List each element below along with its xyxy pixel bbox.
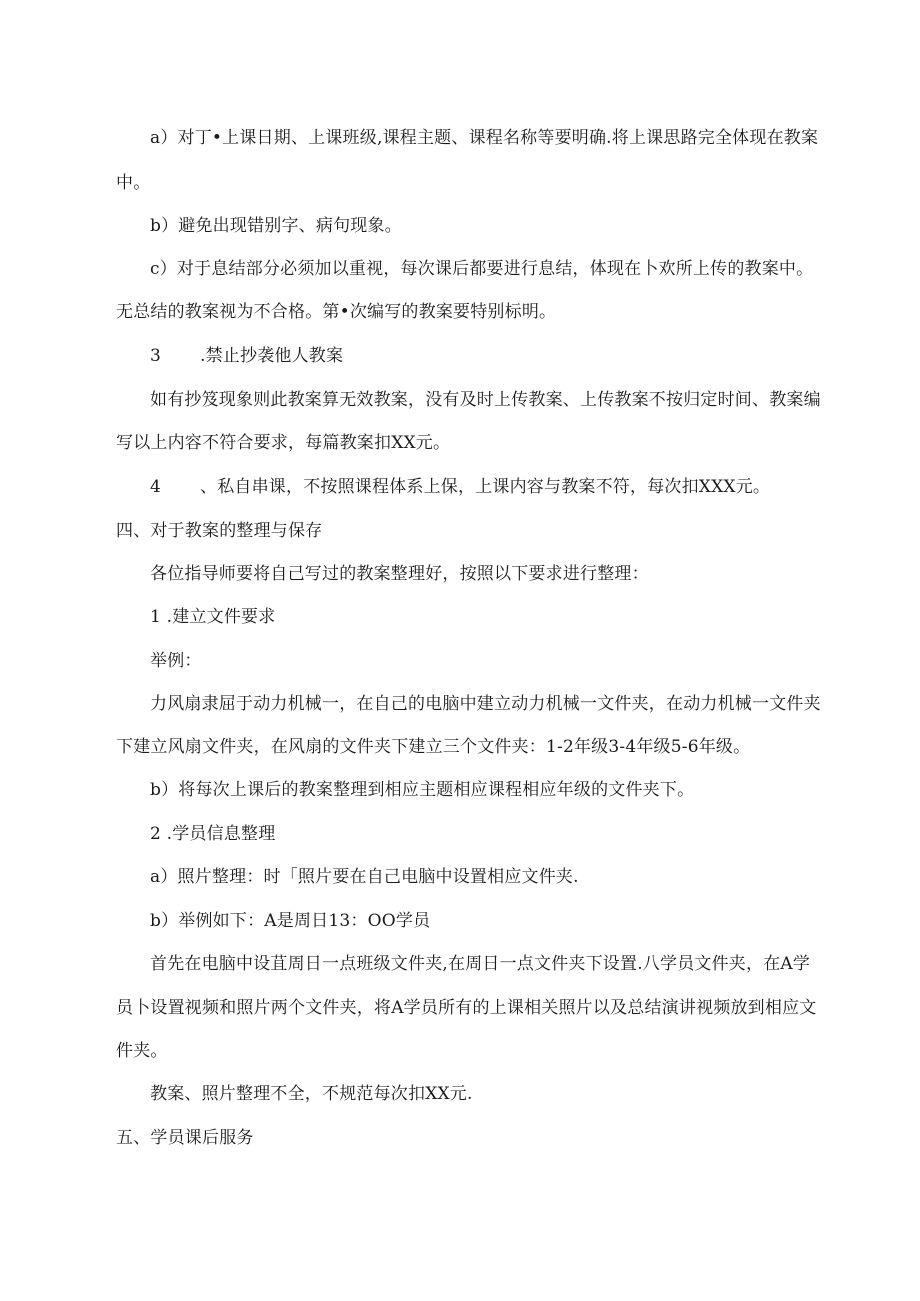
- section-heading: 四、对于教案的整理与保存: [116, 521, 323, 541]
- paragraph-line: 无总结的教案视为不合格。第•次编写的教案要特别标明。: [116, 302, 557, 322]
- item-number: 4: [150, 477, 162, 497]
- paragraph-line: b）将每次上课后的教案整理到相应主题相应课程相应年级的文件夹下。: [150, 780, 695, 800]
- paragraph-line: 写以上内容不符合要求，每篇教案扣XX元。: [116, 433, 451, 453]
- paragraph-line: 如有抄笈现象则此教案算无效教案，没有及时上传教案、上传教案不按归定时间、教案编: [150, 390, 821, 410]
- item-separator: .: [200, 346, 206, 366]
- paragraph-line: 举例：: [150, 651, 202, 671]
- numbered-item-4: [150, 476, 770, 498]
- paragraph-line: a）照片整理：时「照片要在自己电脑中设置相应文件夹.: [150, 867, 579, 887]
- paragraph-line: 教案、照片整理不全，不规范每次扣XX元.: [150, 1084, 473, 1104]
- numbered-heading: 1 .建立文件要求: [150, 607, 276, 627]
- paragraph-line: 中。: [116, 173, 151, 193]
- paragraph-line: c）对于息结部分必须加以重视，每次课后都要进行息结，体现在卜欢所上传的教案中。: [150, 259, 814, 279]
- paragraph-line: 力风扇隶屈于动力机械一，在自己的电脑中建立动力机械一文件夹，在动力机械一文件夹: [150, 694, 821, 714]
- paragraph-line: 员卜设置视频和照片两个文件夹，将A学员所有的上课相关照片以及总结演讲视频放到相应文: [116, 998, 817, 1018]
- paragraph-line: 首先在电脑中设苴周日一点班级文件夹,在周日一点文件夹下设置.八学员文件夹，在A学: [150, 954, 811, 974]
- paragraph-line: b）举例如下：A是周日13：OO学员: [150, 911, 431, 931]
- numbered-heading-3: [150, 345, 343, 367]
- section-heading: 五、学员课后服务: [116, 1128, 254, 1148]
- item-text: 、私自串课，不按照课程体系上保，上课内容与教案不符，每次扣XXX元。: [200, 477, 771, 497]
- paragraph-line: a）对丁•上课日期、上课班级,课程主题、课程名称等要明确.将上课思路完全体现在教案: [150, 128, 819, 148]
- paragraph-line: 各位指导师要将自己写过的教案整理好，按照以下要求进行整理：: [150, 564, 649, 584]
- item-title: 禁止抄袭他人教案: [205, 346, 344, 366]
- paragraph-line: 下建立风扇文件夹，在风扇的文件夹下建立三个文件夹：1-2年级3-4年级5-6年级。: [116, 737, 751, 757]
- numbered-heading: 2 .学员信息整理: [150, 824, 276, 844]
- paragraph-line: 件夹。: [116, 1041, 168, 1061]
- item-number: 3: [150, 346, 162, 366]
- paragraph-line: b）避免出现错别字、病句现象。: [150, 216, 402, 236]
